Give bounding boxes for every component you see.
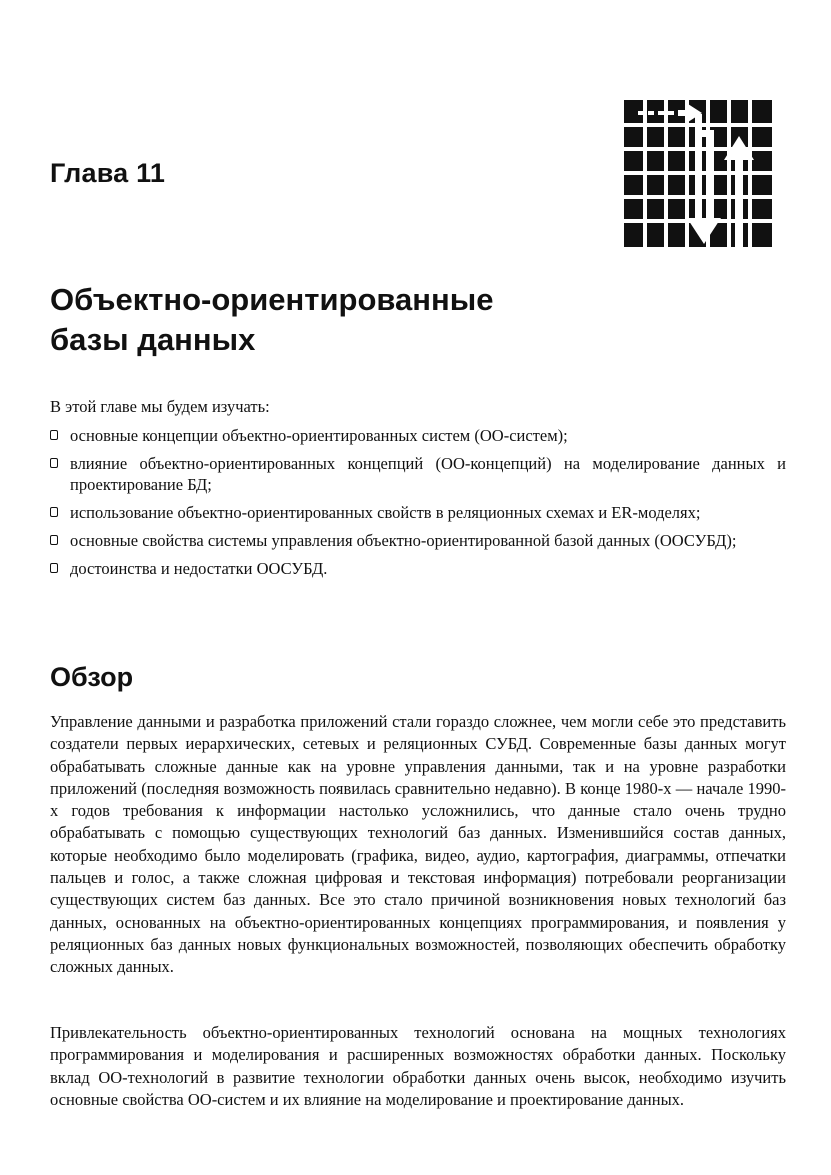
list-item bbox=[50, 530, 786, 551]
list-item-text: основные концепции объектно-ориентированных систем (ОО-систем); bbox=[70, 426, 568, 445]
section-title: Обзор bbox=[50, 662, 134, 692]
checkbox-bullet-icon bbox=[50, 507, 58, 517]
list-item bbox=[50, 558, 786, 579]
list-item bbox=[50, 425, 786, 446]
list-item-text: влияние объектно-ориентированных концепций (ОО-концепций) на моделирование данных и проектирование БД; bbox=[70, 454, 786, 494]
intro-text: В этой главе мы будем изучать: bbox=[50, 397, 270, 416]
chapter-grid-logo-icon bbox=[624, 100, 772, 247]
list-item-text: использование объектно-ориентированных свойств в реляционных схемах и ER-моделях; bbox=[70, 503, 701, 522]
overview-paragraph-2: Привлекательность объектно-ориентированных технологий основана на мощных технологиях программирования и моделирования и расширенных возможностях обработки данных. Поскольку вклад ОО-технологий в развитие технологии обработки данных очень высок, необходимо изучить основные свойства ОО-систем и их влияние на моделирование и проектирование данных. bbox=[50, 1023, 786, 1109]
checkbox-bullet-icon bbox=[50, 535, 58, 545]
chapter-title-line-1: Объектно-ориентированные bbox=[50, 282, 494, 317]
chapter-title-line-2: базы данных bbox=[50, 322, 256, 357]
list-item-text: основные свойства системы управления объектно-ориентированной базой данных (ООСУБД); bbox=[70, 531, 737, 550]
checkbox-bullet-icon bbox=[50, 430, 58, 440]
list-item-text: достоинства и недостатки ООСУБД. bbox=[70, 559, 328, 578]
checkbox-bullet-icon bbox=[50, 563, 58, 573]
chapter-label: Глава 11 bbox=[50, 158, 166, 188]
chapter-title bbox=[50, 280, 650, 360]
list-item bbox=[50, 502, 786, 523]
checkbox-bullet-icon bbox=[50, 458, 58, 468]
list-item bbox=[50, 453, 786, 495]
objectives-list bbox=[50, 425, 786, 586]
overview-paragraph-1: Управление данными и разработка приложений стали гораздо сложнее, чем могли себе это представить создатели первых иерархических, сетевых и реляционных СУБД. Современные базы данных могут обрабатывать сложные данные как на уровне управления данными, так и на уровне разработки приложений (последняя возможность появилась сравнительно недавно). В конце 1980-х — начале 1990-х годов требования к информации настолько усложнились, что данные стало очень трудно обрабатывать с помощью существующих технологий баз данных. Изменившийся состав данных, которые необходимо было моделировать (графика, видео, аудио, картография, диаграммы, отпечатки пальцев и голос, а также сложная цифровая и текстовая информация) потребовали реорганизации существующих систем баз данных. Все это стало причиной возникновения новых технологий баз данных, основанных на объектно-ориентированных концепциях программирования, и появления у реляционных баз данных новых функциональных возможностей, позволяющих обеспечить обработку сложных данных. bbox=[50, 712, 786, 977]
